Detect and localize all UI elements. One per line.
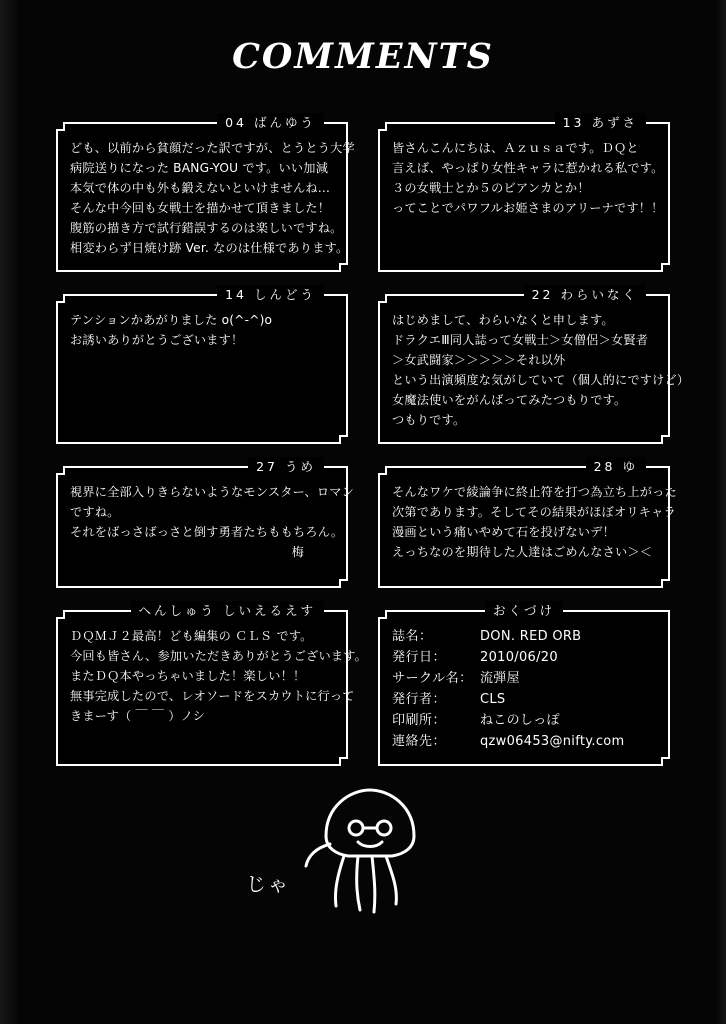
colophon-row bbox=[392, 710, 656, 731]
comment-line: 腹筋の描き方で試行錯誤するのは楽しいですね。 bbox=[70, 221, 343, 235]
comment-author-label: 27 うめ bbox=[248, 457, 324, 475]
comment-line: 無事完成したので、レオソードをスカウトに行って bbox=[70, 689, 355, 703]
colophon-key: 誌名： bbox=[392, 629, 433, 644]
colophon-row bbox=[392, 668, 656, 689]
colophon-key: 発行者： bbox=[392, 692, 447, 707]
comment-line: 皆さんこんにちは、Ａｚｕｓａです。ＤＱと bbox=[392, 141, 639, 155]
colophon-value: 2010/06/20 bbox=[480, 650, 558, 665]
comment-body bbox=[392, 310, 690, 430]
comment-line: ＤＱＭＪ２最高！ども編集の ＣＬＳ です。 bbox=[70, 629, 313, 643]
comment-box bbox=[56, 459, 355, 588]
comment-line: ３の女戦士とか５のビアンカとか！ bbox=[392, 181, 590, 195]
comment-author-label: 14 しんどう bbox=[217, 285, 324, 303]
page-edge-right bbox=[716, 0, 726, 1024]
comment-author-label: 04 ばんゆう bbox=[217, 113, 324, 131]
comment-line: ってことでパワフルお姫さまのアリーナです！！ bbox=[392, 201, 664, 215]
colophon-key: 連絡先： bbox=[392, 734, 447, 749]
comment-box bbox=[56, 287, 348, 444]
comment-line: 今回も皆さん、参加いただきありがとうございます。 bbox=[70, 649, 368, 663]
page-title: COMMENTS bbox=[232, 36, 494, 77]
comment-body bbox=[70, 482, 355, 562]
comment-line: ども、以前から貧顔だった訳ですが、とうとう大学 bbox=[70, 141, 355, 155]
colophon-key: 印刷所： bbox=[392, 713, 447, 728]
comment-line: はじめまして、わらいなくと申します。 bbox=[392, 313, 614, 327]
colophon-value: 流弾屋 bbox=[480, 671, 520, 686]
comment-line: つもりです。 bbox=[392, 413, 466, 427]
comments-row bbox=[56, 459, 677, 610]
colophon-label: おくづけ bbox=[485, 601, 563, 619]
colophon-box bbox=[378, 603, 670, 766]
comment-body bbox=[70, 626, 368, 726]
comment-box bbox=[56, 115, 355, 272]
comment-box bbox=[378, 459, 677, 588]
comment-line: それをばっさばっさと倒す勇者たちももちろん。 bbox=[70, 525, 344, 539]
mascot-caption: じゃ bbox=[246, 872, 290, 896]
colophon-table bbox=[392, 626, 656, 752]
colophon-email: qzw06453@nifty.com bbox=[480, 734, 625, 749]
comment-body bbox=[70, 138, 355, 258]
comment-body bbox=[392, 138, 664, 218]
colophon-value: ねこのしっぽ bbox=[480, 713, 560, 728]
comment-line: またＤＱ本やっちゃいました！楽しい！！ bbox=[70, 669, 306, 683]
comment-line: テンションかあがりました o(^-^)o bbox=[70, 313, 273, 327]
editor-comment-box bbox=[56, 603, 368, 766]
comment-line: そんなワケで綾論争に終止符を打つ為立ち上がった bbox=[392, 485, 677, 499]
comment-author-label: 22 わらいなく bbox=[524, 285, 646, 303]
comment-box bbox=[378, 287, 690, 444]
colophon-key: 発行日： bbox=[392, 650, 447, 665]
colophon-key: サークル名： bbox=[392, 671, 473, 686]
comment-line: きまーす（ ￣ ￣ ）ノシ bbox=[70, 709, 205, 723]
page-edge-left bbox=[0, 0, 18, 1024]
comments-row bbox=[56, 287, 690, 466]
comments-row bbox=[56, 115, 670, 294]
comment-line: 相変わらず日焼け跡 Ver. なのは仕様であります。 bbox=[70, 241, 349, 255]
comment-author-label: 28 ゆ bbox=[586, 457, 646, 475]
comment-line: お誘いありがとうございます！ bbox=[70, 333, 244, 347]
comment-body bbox=[70, 310, 334, 350]
colophon-row bbox=[392, 731, 656, 752]
comment-line: 女魔法使いをがんばってみたつもりです。 bbox=[392, 393, 627, 407]
colophon-value: CLS bbox=[480, 692, 506, 707]
comments-grid bbox=[56, 115, 690, 788]
comment-line: ＞女武闘家＞＞＞＞＞それ以外 bbox=[392, 353, 566, 367]
colophon-value: DON. RED ORB bbox=[480, 629, 582, 644]
comment-line: そんな中今回も女戦士を描かせて頂きました！ bbox=[70, 201, 331, 215]
editor-label: へんしゅう しいえるえす bbox=[131, 601, 324, 619]
comment-line: 本気で体の中も外も鍛えないといけませんね… bbox=[70, 181, 331, 195]
colophon-row bbox=[392, 626, 656, 647]
comment-line: 病院送りになった BANG-YOU です。いい加減 bbox=[70, 161, 329, 175]
comment-body bbox=[392, 482, 677, 562]
jellyfish-mascot-icon bbox=[300, 778, 440, 928]
comment-line: という出演頻度な気がしていて（個人的にですけど） bbox=[392, 373, 690, 387]
comments-row bbox=[56, 603, 670, 788]
comment-line: ドラクエⅢ同人誌って女戦士＞女僧侶＞女賢者 bbox=[392, 333, 649, 347]
colophon-row bbox=[392, 647, 656, 668]
comment-author-label: 13 あずさ bbox=[555, 113, 646, 131]
comment-line: 言えば、やっぱり女性キャラに惹かれる私です。 bbox=[392, 161, 664, 175]
comment-line: ですね。 bbox=[70, 505, 120, 519]
comment-line: 次第であります。そしてその結果がほぼオリキャラ bbox=[392, 505, 676, 519]
comment-line: 漫画という痛いやめて石を投げないデ！ bbox=[392, 525, 615, 539]
comment-box bbox=[378, 115, 670, 272]
colophon-row bbox=[392, 689, 656, 710]
comment-line: えっちなのを期待した人達はごめんなさい＞＜ bbox=[392, 545, 653, 559]
comment-signature: 梅 bbox=[291, 545, 304, 559]
comment-line: 視界に全部入りきらないようなモンスター、ロマン bbox=[70, 485, 355, 499]
